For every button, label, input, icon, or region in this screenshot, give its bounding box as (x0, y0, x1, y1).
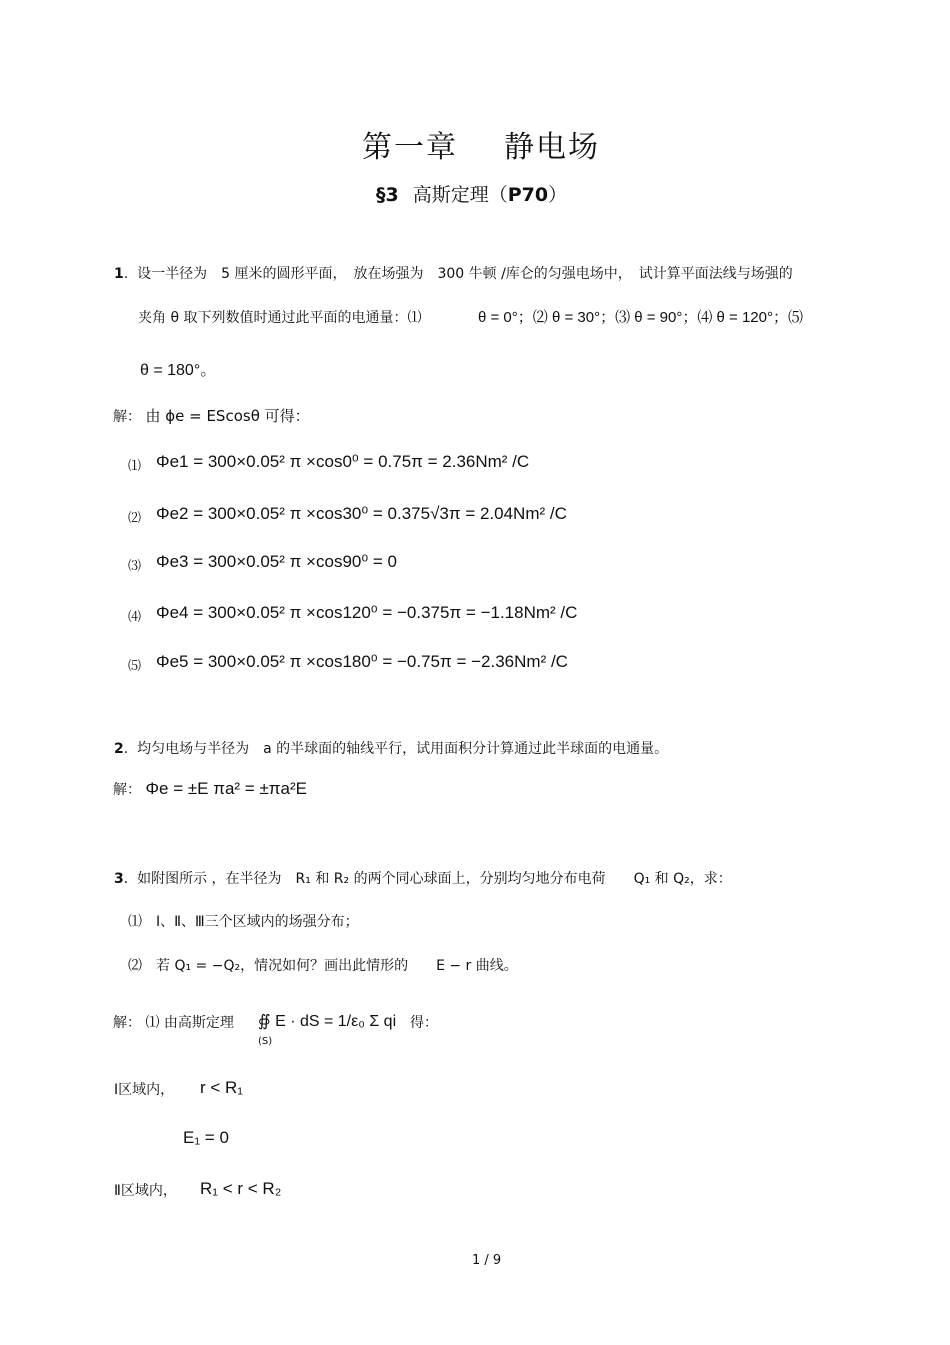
problem-3-item-1: ⑴ Ⅰ、Ⅱ、Ⅲ三个区域内的场强分布； (128, 914, 359, 930)
problem-1-number: 1 (114, 266, 124, 282)
problem-1-line-2 (138, 307, 421, 327)
problem-1-angles: θ = 0°；⑵ θ = 30°；⑶ θ = 90°；⑷ θ = 120°；⑸ (478, 309, 803, 326)
problem-2-number: 2 (114, 741, 124, 757)
solution-3-intro (113, 1012, 234, 1032)
problem-1-line-1: 1. 设一半径为 5 厘米的圆形平面， 放在场强为 300 牛顿 /库仑的匀强电场中， 试计算平面法线与场强的 (114, 266, 793, 282)
solution-2-formula: Φe = ±E πa² = ±πa²E (145, 779, 307, 798)
section-close: ） (548, 184, 568, 206)
eq-1: Φe1 = 300×0.05² π ×cos0⁰ = 0.75π = 2.36Nm² /C (156, 452, 530, 471)
eq-4-index: ⑷ (128, 610, 142, 625)
solution-1-formula: 由 ϕe = EScosθ 可得： (145, 407, 310, 425)
eq-2: Φe2 = 300×0.05² π ×cos30⁰ = 0.375√3π = 2.04Nm² /C (156, 504, 567, 523)
section-mark: §3 (376, 184, 399, 206)
eq-1-index: ⑴ (128, 459, 142, 474)
problem-2-text: 均匀电场与半径为 a 的半球面的轴线平行，试用面积分计算通过此半球面的电通量。 (137, 741, 669, 757)
chapter-title (362, 122, 600, 166)
problem-1-text: 设一半径为 5 厘米的圆形平面， 放在场强为 300 牛顿 /库仑的匀强电场中， 试计算平面法线与场强的 (137, 266, 793, 282)
eq-3-index: ⑶ (128, 559, 142, 574)
eq-4: Φe4 = 300×0.05² π ×cos120⁰ = −0.375π = −1.18Nm² /C (156, 603, 578, 622)
eq-5: Φe5 = 300×0.05² π ×cos180⁰ = −0.75π = −2.36Nm² /C (156, 652, 568, 671)
problem-3-text: 如附图所示 ，在半径为 R₁ 和 R₂ 的两个同心球面上，分别均匀地分布电荷 Q₁ 和 Q₂，求： (137, 871, 732, 887)
eq-3: Φe3 = 300×0.05² π ×cos90⁰ = 0 (156, 552, 397, 571)
region-1-condition: r < R₁ (200, 1078, 244, 1097)
solution-1-label: 解： (113, 409, 141, 425)
gauss-law: ∯ E · dS = 1/ε₀ Σ qi (258, 1013, 397, 1030)
gauss-tail: 得： (410, 1015, 438, 1031)
eq-2-index: ⑵ (128, 511, 142, 526)
region-2-label: Ⅱ区域内， (114, 1183, 177, 1199)
problem-1-text-2: 夹角 θ 取下列数值时通过此平面的电通量：⑴ (138, 310, 422, 326)
problem-3-item-2: ⑵ 若 Q₁ = −Q₂，情况如何？画出此情形的 E − r 曲线。 (128, 958, 518, 974)
solution-2-label: 解： (113, 782, 141, 798)
problem-3-number: 3 (114, 871, 124, 887)
section-page: P70 (507, 184, 549, 206)
solution-2 (113, 779, 307, 799)
region-1-result: E₁ = 0 (183, 1128, 229, 1147)
problem-1-line-3: θ = 180°。 (140, 362, 217, 379)
solution-3-label: 解： (113, 1015, 141, 1031)
eq-5-index: ⑸ (128, 659, 142, 674)
chapter-number: 第一章 (362, 130, 458, 165)
section-name: 高斯定理（ (412, 184, 508, 206)
solution-3-text: ⑴ 由高斯定理 (145, 1015, 234, 1031)
gauss-surface-label: (S) (258, 1036, 273, 1047)
region-2-condition: R₁ < r < R₂ (200, 1179, 282, 1198)
page-number: 1 / 9 (472, 1253, 502, 1268)
problem-3: 3. 如附图所示 ，在半径为 R₁ 和 R₂ 的两个同心球面上，分别均匀地分布电荷 Q₁ 和 Q₂，求： (114, 871, 732, 887)
solution-1-intro (113, 405, 310, 426)
section-title (376, 180, 567, 207)
problem-2: 2. 均匀电场与半径为 a 的半球面的轴线平行，试用面积分计算通过此半球面的电通量。 (114, 741, 669, 757)
chapter-name: 静电场 (504, 130, 600, 165)
region-1-label: Ⅰ区域内， (114, 1082, 175, 1098)
